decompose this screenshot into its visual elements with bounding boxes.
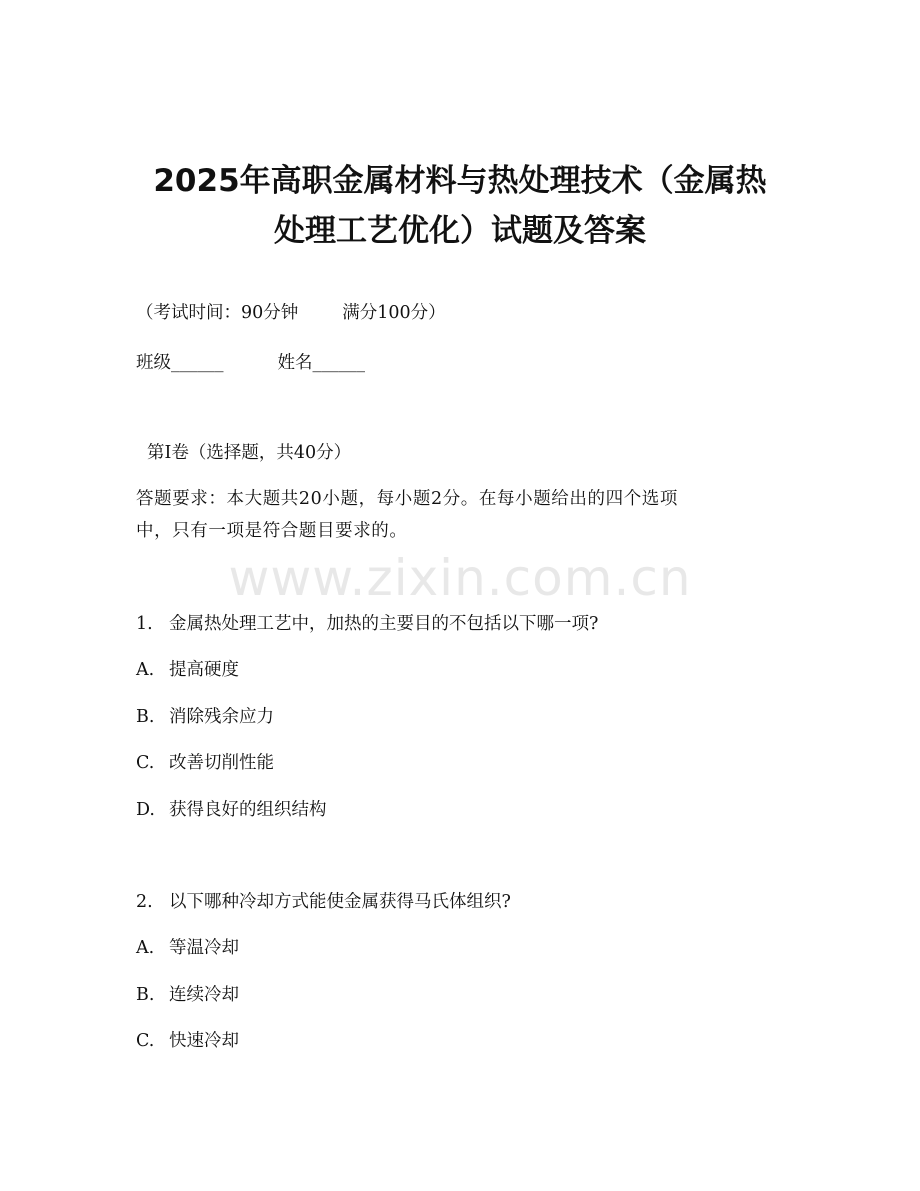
option-letter: B. — [136, 985, 155, 1005]
page-title-line-1: 2025年高职金属材料与热处理技术（金属热 — [153, 163, 767, 199]
option-1a — [136, 658, 239, 682]
option-2a — [136, 936, 239, 960]
question-text: 金属热处理工艺中，加热的主要目的不包括以下哪一项? — [169, 614, 599, 634]
exam-info — [136, 301, 446, 325]
question-2 — [136, 890, 511, 914]
student-fields — [136, 351, 365, 375]
class-field: 班级______ — [136, 353, 224, 373]
section-requirement-line-2: 中，只有一项是符合题目要求的。 — [136, 521, 408, 541]
option-letter: C. — [136, 1031, 155, 1051]
section-heading: 第Ⅰ卷（选择题，共40分） — [147, 443, 352, 463]
option-text: 改善切削性能 — [169, 753, 274, 773]
option-text: 提高硬度 — [169, 660, 239, 680]
name-field: 姓名______ — [277, 353, 365, 373]
option-text: 消除残余应力 — [169, 707, 274, 727]
question-text: 以下哪种冷却方式能使金属获得马氏体组织? — [169, 892, 511, 912]
question-number: 2. — [136, 892, 153, 912]
question-number: 1. — [136, 614, 153, 634]
option-text: 连续冷却 — [169, 985, 239, 1005]
option-letter: A. — [136, 938, 155, 958]
question-1 — [136, 612, 598, 636]
exam-time: （考试时间：90分钟 — [136, 303, 299, 323]
option-letter: D. — [136, 800, 155, 820]
option-1b — [136, 705, 274, 729]
option-letter: A. — [136, 660, 155, 680]
option-1c — [136, 751, 274, 775]
option-text: 快速冷却 — [169, 1031, 239, 1051]
option-2b — [136, 983, 239, 1007]
option-letter: B. — [136, 707, 155, 727]
option-1d — [136, 798, 327, 822]
option-text: 获得良好的组织结构 — [169, 800, 327, 820]
watermark: www.zixin.com.cn — [228, 549, 692, 607]
option-text: 等温冷却 — [169, 938, 239, 958]
option-letter: C. — [136, 753, 155, 773]
option-2c — [136, 1029, 239, 1053]
exam-score: 满分100分） — [342, 303, 446, 323]
page-title-line-2: 处理工艺优化）试题及答案 — [274, 213, 646, 249]
section-requirement-line-1: 答题要求：本大题共20小题，每小题2分。在每小题给出的四个选项 — [136, 489, 678, 509]
